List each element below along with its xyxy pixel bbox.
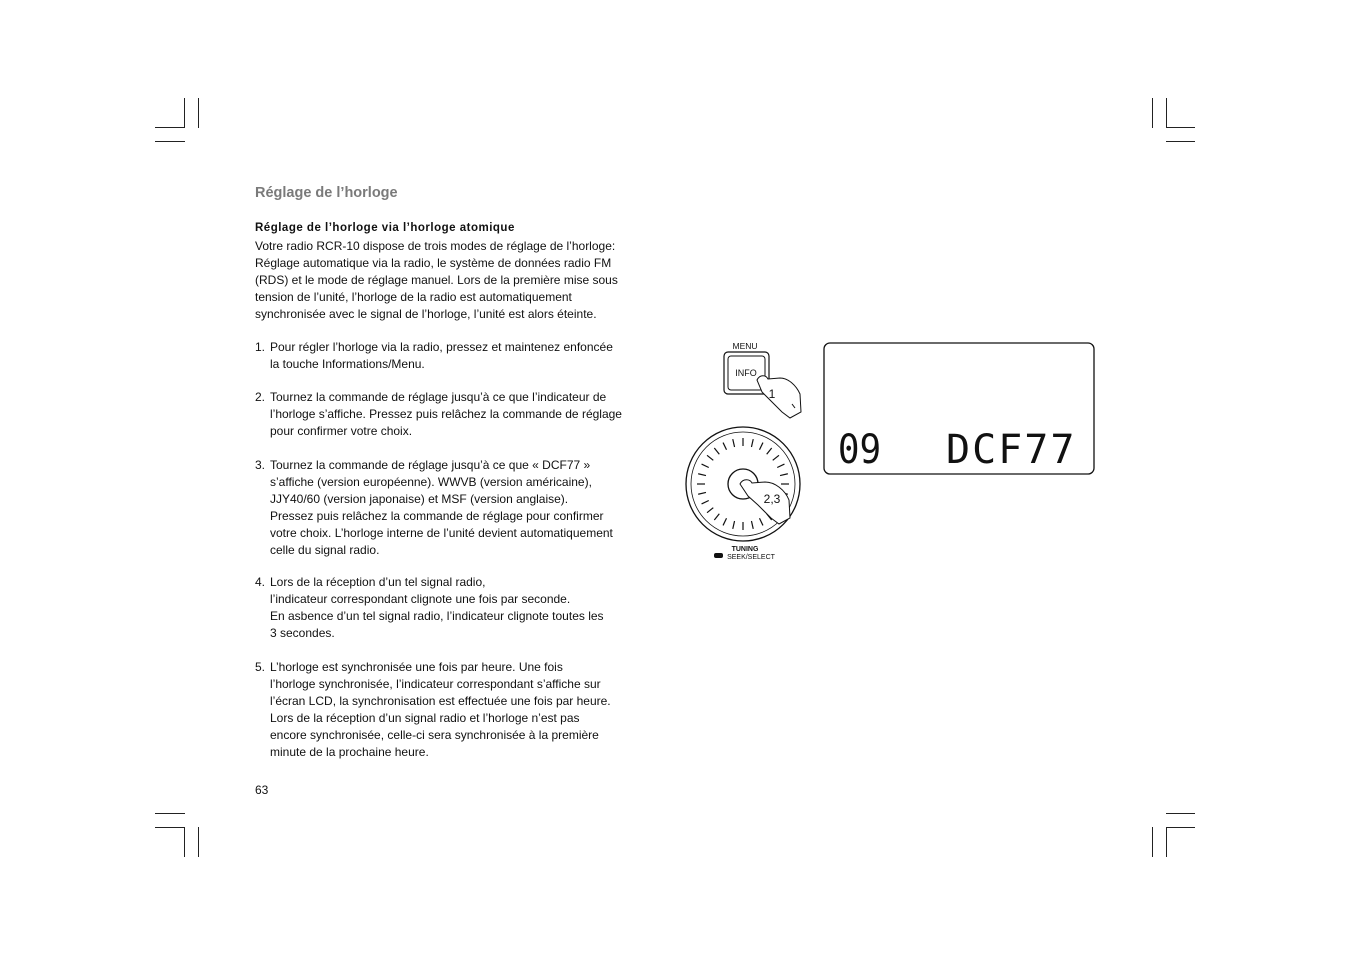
step-1 xyxy=(255,339,675,373)
step-line: En asbence d’un tel signal radio, l’indicateur clignote toutes les xyxy=(270,609,604,623)
radio-illustration xyxy=(680,335,1100,565)
step-line: Pour régler l’horloge via la radio, pressez et maintenez enfoncée xyxy=(270,340,613,354)
step-line: votre choix. L’horloge interne de l’unité devient automatiquement xyxy=(270,526,613,540)
step-line: l’horloge s’affiche. Pressez puis relâchez la commande de réglage xyxy=(270,407,622,421)
step-number: 2. xyxy=(255,390,266,404)
intro-line: synchronisée avec le signal de l’horloge, l’unité est alors éteinte. xyxy=(255,307,597,321)
page-number: 63 xyxy=(255,783,269,797)
step-number: 4. xyxy=(255,575,266,589)
intro-line: tension de l’unité, l’horloge de la radio est automatiquement xyxy=(255,290,572,304)
section-title: Réglage de l’horloge xyxy=(255,185,398,201)
step-line: la touche Informations/Menu. xyxy=(270,357,425,371)
info-label: INFO xyxy=(735,368,757,378)
step-line: 3 secondes. xyxy=(270,626,335,640)
step-line: Lors de la réception d’un tel signal radio, xyxy=(270,575,486,589)
step-4 xyxy=(255,574,675,642)
step-line: minute de la prochaine heure. xyxy=(270,745,429,759)
step-2 xyxy=(255,389,675,440)
seek-select-label: SEEK/SELECT xyxy=(727,554,775,561)
push-icon xyxy=(714,553,723,558)
menu-label: MENU xyxy=(732,341,758,351)
subsection-title: Réglage de l’horloge via l’horloge atomique xyxy=(255,222,515,234)
step-line: Pressez puis relâchez la commande de réglage pour confirmer xyxy=(270,509,604,523)
step-1-label: 1 xyxy=(768,387,776,401)
step-line: pour confirmer votre choix. xyxy=(270,424,413,438)
step-line: l’écran LCD, la synchronisation est effectuée une fois par heure. xyxy=(270,694,611,708)
step-line: celle du signal radio. xyxy=(270,543,380,557)
step-line: Tournez la commande de réglage jusqu’à ce que l’indicateur de xyxy=(270,390,607,404)
tuning-label: TUNING xyxy=(731,546,759,553)
step-line: JJY40/60 (version japonaise) et MSF (version anglaise). xyxy=(270,492,569,506)
step-line: l’indicateur correspondant clignote une fois par seconde. xyxy=(270,592,571,606)
step-line: Tournez la commande de réglage jusqu’à ce que « DCF77 » xyxy=(270,458,591,472)
step-number: 5. xyxy=(255,660,266,674)
step-line: Lors de la réception d’un signal radio et l’horloge n’est pas xyxy=(270,711,580,725)
step-line: L’horloge est synchronisée une fois par heure. Une fois xyxy=(270,660,563,674)
step-5 xyxy=(255,659,675,761)
lcd-display xyxy=(824,343,1094,474)
intro-paragraph xyxy=(255,238,675,323)
step-number: 1. xyxy=(255,340,266,354)
intro-line: Réglage automatique via la radio, le système de données radio FM xyxy=(255,256,612,270)
step-3 xyxy=(255,457,675,559)
lcd-left-text: 09 xyxy=(837,426,882,473)
intro-line: Votre radio RCR-10 dispose de trois modes de réglage de l’horloge: xyxy=(255,239,616,253)
hand-pointer-icon xyxy=(757,376,801,418)
intro-line: (RDS) et le mode de réglage manuel. Lors de la première mise sous xyxy=(255,273,618,287)
lcd-right-text: DCF77 xyxy=(946,427,1077,473)
step-number: 3. xyxy=(255,458,266,472)
step-line: l’horloge synchronisée, l’indicateur correspondant s’affiche sur xyxy=(270,677,601,691)
step-line: s’affiche (version européenne). WWVB (version américaine), xyxy=(270,475,592,489)
step-23-label: 2,3 xyxy=(763,492,781,506)
step-line: encore synchronisée, celle-ci sera synchronisée à la première xyxy=(270,728,599,742)
